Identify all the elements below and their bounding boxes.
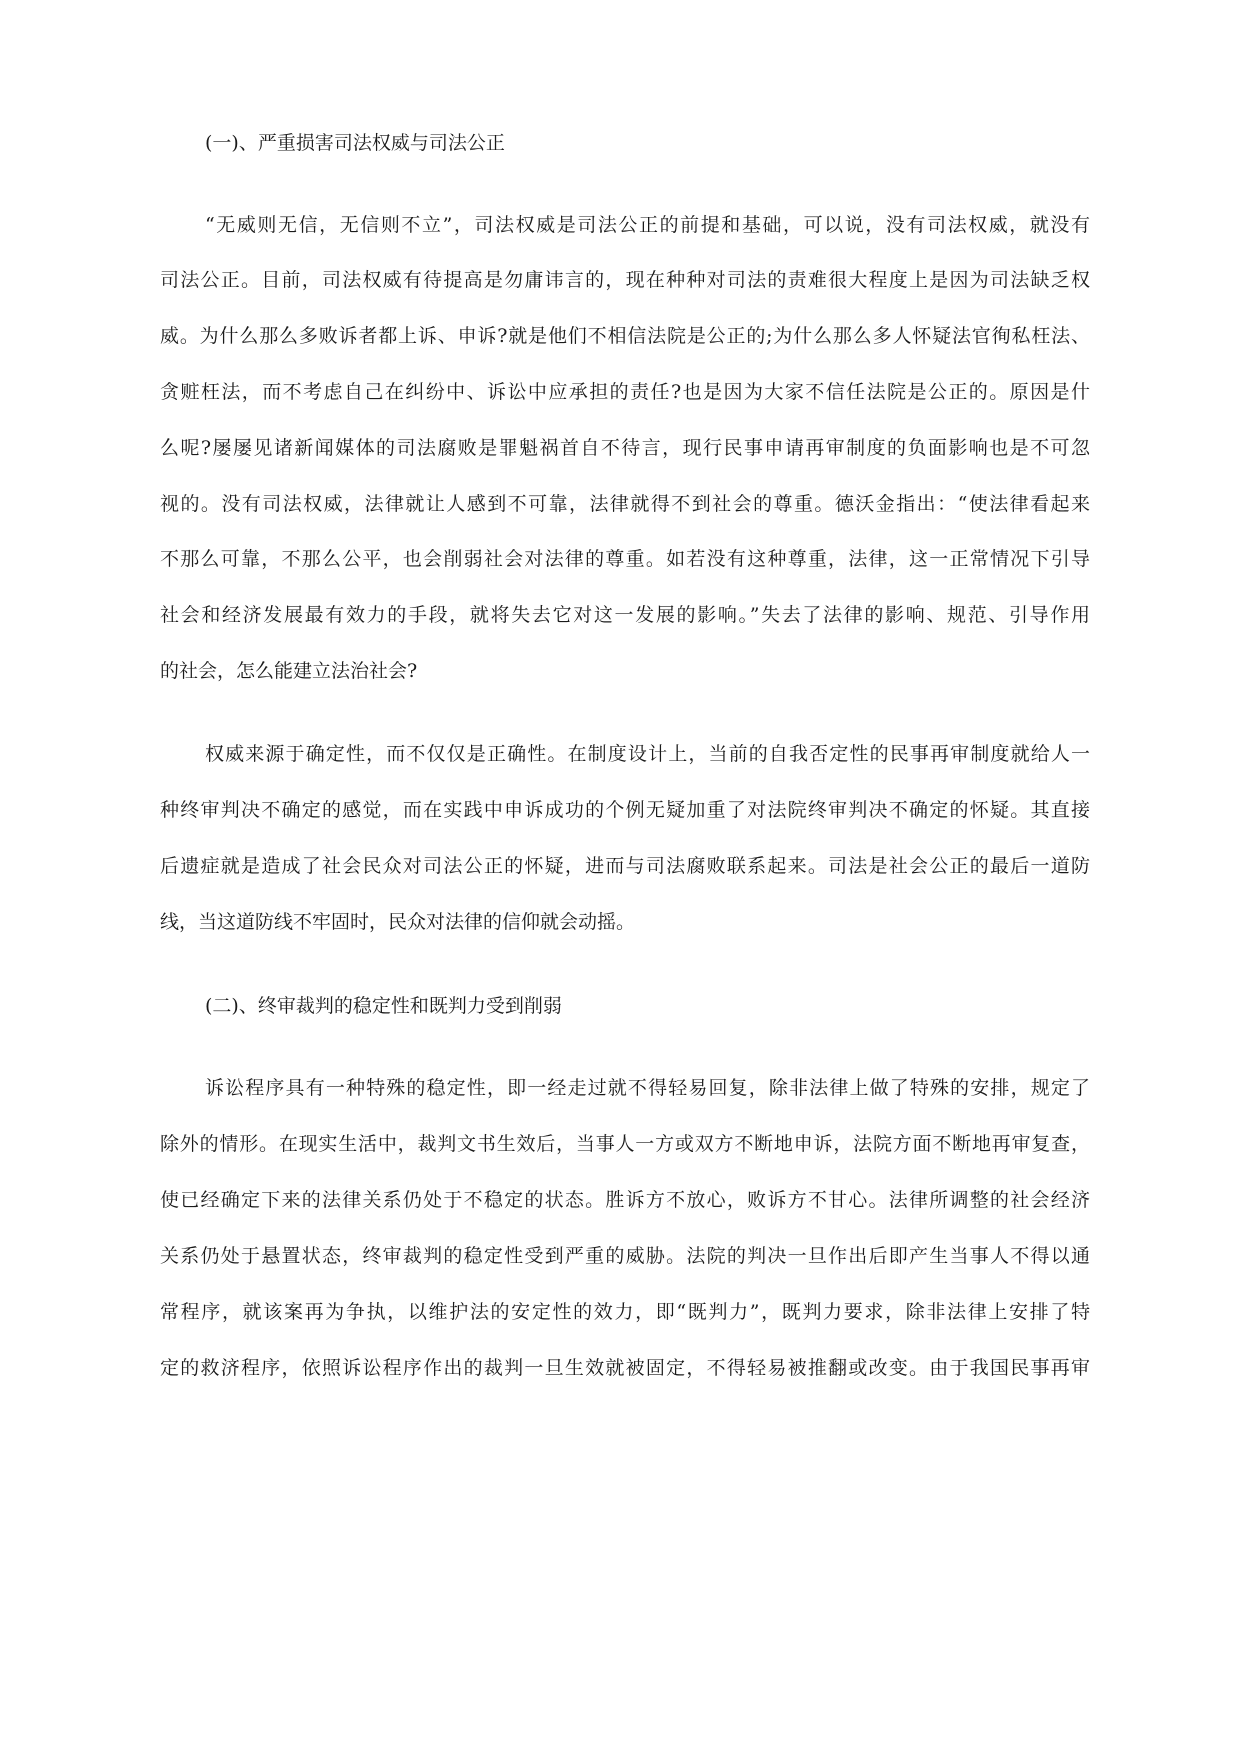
paragraph-1-line-3: 威。为什么那么多败诉者都上诉、申诉?就是他们不相信法院是公正的;为什么那么多人怀疑法官徇私枉法、 <box>160 325 1090 347</box>
paragraph-2-line-2: 种终审判决不确定的感觉，而在实践中申诉成功的个例无疑加重了对法院终审判决不确定的怀疑。其直接 <box>160 799 1090 821</box>
paragraph-1-line-8: 社会和经济发展最有效力的手段，就将失去它对这一发展的影响。”失去了法律的影响、规范、引导作用 <box>160 604 1090 626</box>
paragraph-1-line-1: “无威则无信，无信则不立”，司法权威是司法公正的前提和基础，可以说，没有司法权威，就没有 <box>205 214 1090 236</box>
paragraph-2-line-1: 权威来源于确定性，而不仅仅是正确性。在制度设计上，当前的自我否定性的民事再审制度就给人一 <box>205 743 1090 765</box>
paragraph-3-line-1: 诉讼程序具有一种特殊的稳定性，即一经走过就不得轻易回复，除非法律上做了特殊的安排，规定了 <box>205 1077 1090 1099</box>
section-heading-1: (一)、严重损害司法权威与司法公正 <box>205 132 505 154</box>
paragraph-3-line-3: 使已经确定下来的法律关系仍处于不稳定的状态。胜诉方不放心，败诉方不甘心。法律所调整的社会经济 <box>160 1189 1090 1211</box>
paragraph-1-line-6: 视的。没有司法权威，法律就让人感到不可靠，法律就得不到社会的尊重。德沃金指出：“使法律看起来 <box>160 493 1090 515</box>
paragraph-1-line-9: 的社会，怎么能建立法治社会? <box>160 660 418 682</box>
paragraph-3-line-2: 除外的情形。在现实生活中，裁判文书生效后，当事人一方或双方不断地申诉，法院方面不断地再审复查， <box>160 1133 1090 1155</box>
paragraph-1-line-5: 么呢?屡屡见诸新闻媒体的司法腐败是罪魁祸首自不待言，现行民事申请再审制度的负面影响也是不可忽 <box>160 437 1090 459</box>
paragraph-2-line-3: 后遗症就是造成了社会民众对司法公正的怀疑，进而与司法腐败联系起来。司法是社会公正的最后一道防 <box>160 855 1090 877</box>
paragraph-3-line-4: 关系仍处于悬置状态，终审裁判的稳定性受到严重的威胁。法院的判决一旦作出后即产生当事人不得以通 <box>160 1245 1090 1267</box>
section-heading-2: (二)、终审裁判的稳定性和既判力受到削弱 <box>205 995 562 1017</box>
paragraph-1-line-2: 司法公正。目前，司法权威有待提高是勿庸讳言的，现在种种对司法的责难很大程度上是因为司法缺乏权 <box>160 269 1090 291</box>
paragraph-3-line-5: 常程序，就该案再为争执，以维护法的安定性的效力，即“既判力”，既判力要求，除非法律上安排了特 <box>160 1301 1090 1323</box>
paragraph-3-line-6: 定的救济程序，依照诉讼程序作出的裁判一旦生效就被固定，不得轻易被推翻或改变。由于我国民事再审 <box>160 1357 1090 1379</box>
paragraph-1-line-7: 不那么可靠，不那么公平，也会削弱社会对法律的尊重。如若没有这种尊重，法律，这一正常情况下引导 <box>160 548 1090 570</box>
paragraph-1-line-4: 贪赃枉法，而不考虑自己在纠纷中、诉讼中应承担的责任?也是因为大家不信任法院是公正的。原因是什 <box>160 381 1090 403</box>
paragraph-2-line-4: 线，当这道防线不牢固时，民众对法律的信仰就会动摇。 <box>160 911 636 933</box>
